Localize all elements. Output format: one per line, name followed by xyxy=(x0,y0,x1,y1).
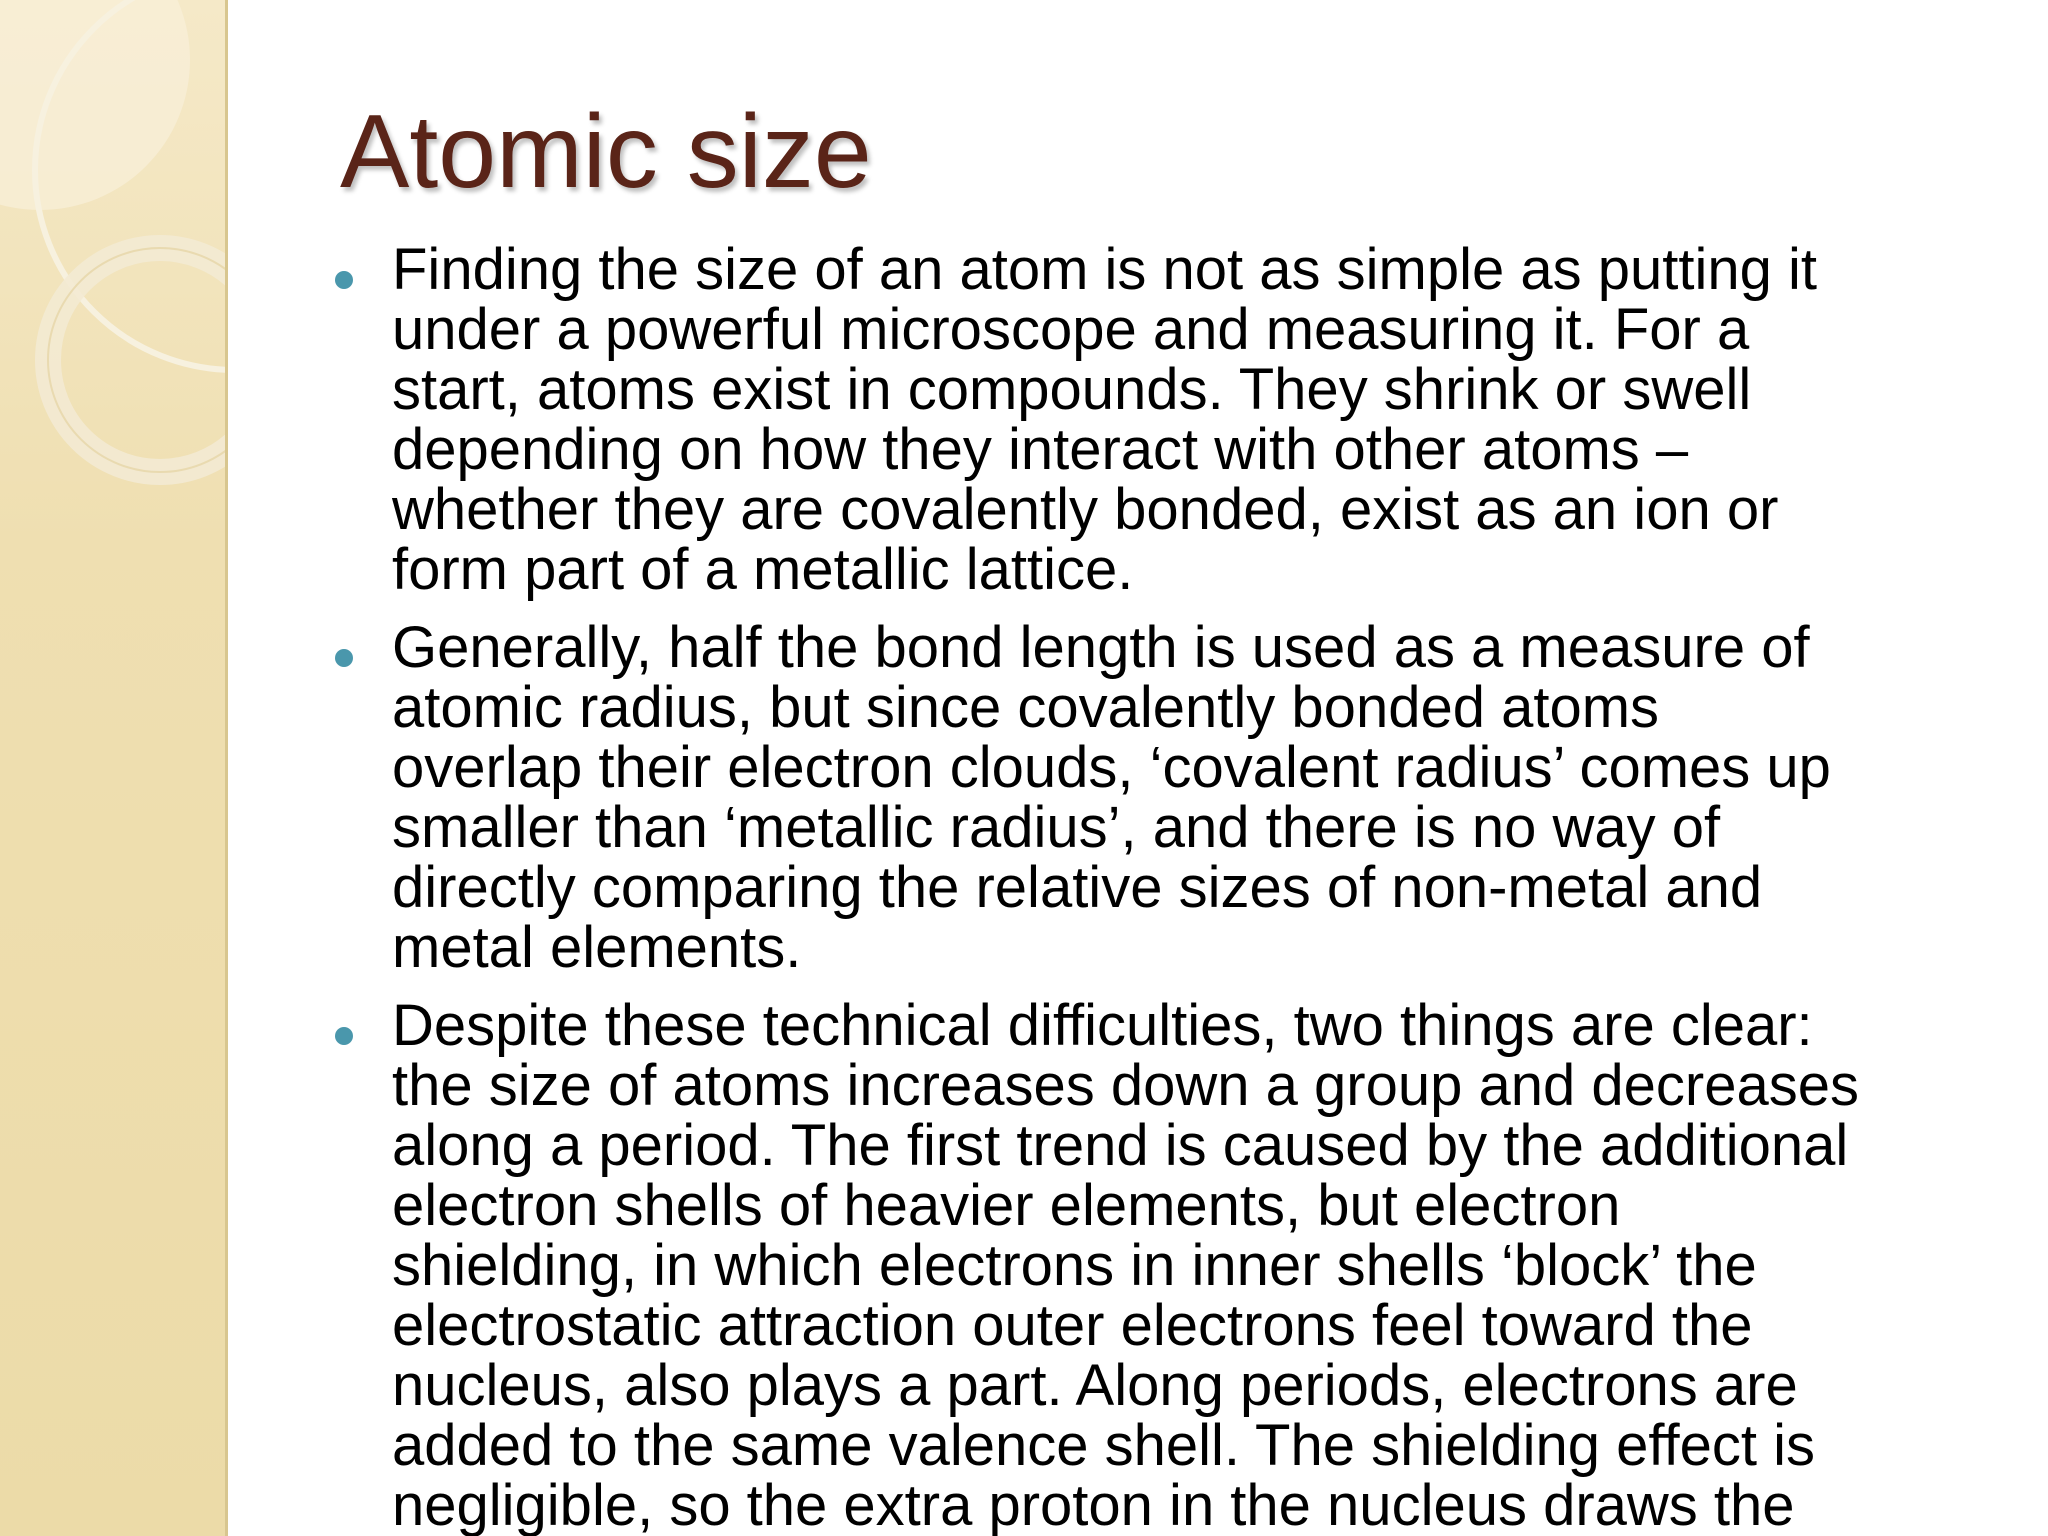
bullet-text: Despite these technical difficulties, two things are clear: the size of atoms increases down a group and decreases along a period. The first trend is caused by the additional electron shells of heavier elements, but electron shielding, in which electrons in inner shells ‘block’ the electrostatic attraction outer electrons feel toward the nucleus, also plays a part. Along periods, electrons are added to the same valence shell. The shielding effect is negligible, so the extra proton in the nucleus draws the xyxy=(392,993,1859,1536)
decorative-side-band xyxy=(0,0,228,1536)
bullet-dot-icon xyxy=(335,1027,353,1045)
bullet-text: Generally, half the bond length is used as a measure of atomic radius, but since covalently bonded atoms overlap their electron clouds, ‘covalent radius’ comes up smaller than ‘metallic radius’, and there is no way of directly comparing the relative sizes of non-metal and metal elements. xyxy=(392,615,1831,980)
bullet-item xyxy=(330,237,2030,602)
bullet-item xyxy=(330,993,2030,1536)
bullet-item xyxy=(330,615,2030,980)
slide-title: Atomic size xyxy=(340,94,872,210)
bullet-list xyxy=(330,237,2030,1536)
bullet-text: Finding the size of an atom is not as simple as putting it under a powerful microscope and measuring it. For a start, atoms exist in compounds. They shrink or swell depending on how they interact with other atoms – whether they are covalently bonded, exist as an ion or form part of a metallic lattice. xyxy=(392,237,1817,602)
decorative-disc xyxy=(0,0,190,210)
bullet-dot-icon xyxy=(335,649,353,667)
bullet-dot-icon xyxy=(335,271,353,289)
decorative-ring-small xyxy=(48,248,228,472)
decorative-rings-graphic xyxy=(0,0,228,1536)
